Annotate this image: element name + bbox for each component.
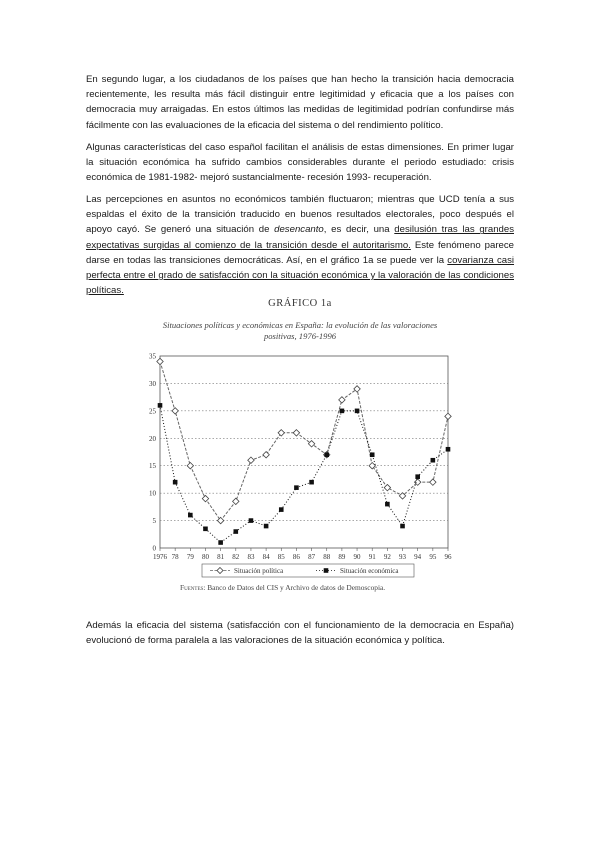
x-tick-label: 83 bbox=[247, 553, 255, 561]
data-point-economica bbox=[355, 409, 360, 414]
legend-label-economica: Situación económica bbox=[340, 567, 399, 575]
data-point-politica bbox=[248, 457, 254, 463]
data-point-economica bbox=[249, 518, 254, 523]
data-point-economica bbox=[294, 485, 299, 490]
source-text: Banco de Datos del CIS y Archivo de datos de Demoscopia. bbox=[205, 583, 386, 592]
data-point-politica bbox=[369, 463, 375, 469]
data-point-politica bbox=[445, 413, 451, 419]
x-tick-label: 82 bbox=[232, 553, 240, 561]
data-point-economica bbox=[309, 480, 314, 485]
data-point-economica bbox=[324, 452, 329, 457]
plot-frame bbox=[160, 356, 448, 548]
underlined-phrase-covarianza: covarianza casi perfecta entre el grado de satisfacción con la situación económica y la valoración de las condiciones políticas. bbox=[86, 254, 515, 297]
data-point-economica bbox=[203, 527, 208, 532]
data-point-politica bbox=[233, 498, 239, 504]
data-point-economica bbox=[173, 480, 178, 485]
series-line-economica bbox=[160, 405, 448, 542]
legend-label-politica: Situación política bbox=[234, 567, 284, 575]
x-tick-label: 92 bbox=[383, 553, 391, 561]
x-tick-label: 89 bbox=[338, 553, 346, 561]
y-tick-label: 15 bbox=[149, 462, 156, 471]
paragraph-3-text-c: Este fenómeno parece darse en todas las transiciones democráticas. Así, en el gráfico 1a se puede ver la bbox=[86, 239, 514, 266]
y-tick-label: 5 bbox=[152, 517, 156, 526]
data-point-economica bbox=[158, 403, 163, 408]
data-point-economica bbox=[370, 452, 375, 457]
x-tick-label: 95 bbox=[429, 553, 437, 561]
data-point-economica bbox=[415, 474, 420, 479]
y-tick-label: 25 bbox=[149, 407, 156, 416]
paragraph-1: En segundo lugar, a los ciudadanos de los países que han hecho la transición hacia democracia recientemente, les resulta más fácil distinguir entre legitimidad y eficacia que a los países con democracia muy arraigadas. En estos últimos las medidas de legitimidad podrían confundirse más fácilmente con las evaluaciones de la eficacia del sistema o del rendimiento político. bbox=[86, 74, 514, 131]
x-tick-label: 87 bbox=[308, 553, 316, 561]
y-tick-label: 10 bbox=[149, 489, 156, 498]
data-point-economica bbox=[188, 513, 193, 518]
data-point-politica bbox=[202, 495, 208, 501]
data-point-economica bbox=[264, 524, 269, 529]
source-label: Fuentes: bbox=[180, 583, 206, 592]
x-tick-label: 96 bbox=[444, 553, 452, 561]
data-point-politica bbox=[384, 484, 390, 490]
x-tick-label: 93 bbox=[399, 553, 407, 561]
data-point-politica bbox=[217, 517, 223, 523]
data-point-economica bbox=[218, 540, 223, 545]
x-tick-label: 90 bbox=[353, 553, 361, 561]
paragraph-4: Además la eficacia del sistema (satisfacción con el funcionamiento de la democracia en España) evolucionó de forma paralela a las valoraciones de la situación económica y política. bbox=[86, 620, 514, 647]
data-point-politica bbox=[172, 408, 178, 414]
data-point-economica bbox=[400, 524, 405, 529]
x-tick-label: 88 bbox=[323, 553, 331, 561]
data-point-politica bbox=[430, 479, 436, 485]
x-tick-label: 80 bbox=[201, 553, 209, 561]
x-tick-label: 1976 bbox=[153, 553, 167, 561]
data-point-economica bbox=[233, 529, 238, 534]
y-tick-label: 35 bbox=[149, 352, 156, 361]
x-tick-label: 85 bbox=[277, 553, 285, 561]
paragraph-2: Algunas características del caso español facilitan el análisis de estas dimensiones. En primer lugar la situación económica ha sufrido cambios considerables durante el periodo estudiado: crisis económica de 1981-1982- mejoró sustancialmente- recesión 1993- recuperación. bbox=[86, 142, 514, 184]
data-point-politica bbox=[263, 452, 269, 458]
data-point-politica bbox=[157, 358, 163, 364]
x-tick-label: 94 bbox=[414, 553, 422, 561]
figure-subtitle-line-2: positivas, 1976-1996 bbox=[263, 331, 337, 341]
x-tick-label: 84 bbox=[262, 553, 270, 561]
line-chart bbox=[140, 296, 460, 582]
data-point-politica bbox=[187, 463, 193, 469]
legend-marker-economica bbox=[324, 568, 329, 573]
x-tick-label: 91 bbox=[368, 553, 376, 561]
paragraph-3 bbox=[86, 192, 514, 298]
y-tick-label: 30 bbox=[149, 379, 156, 388]
x-tick-label: 78 bbox=[171, 553, 179, 561]
data-point-economica bbox=[340, 409, 345, 414]
figure-grafico-1a bbox=[140, 296, 460, 596]
data-point-politica bbox=[339, 397, 345, 403]
figure-source bbox=[180, 583, 385, 592]
figure-title: GRÁFICO 1a bbox=[268, 298, 332, 309]
data-point-economica bbox=[431, 458, 436, 463]
x-tick-label: 86 bbox=[292, 553, 300, 561]
x-tick-label: 79 bbox=[186, 553, 194, 561]
y-tick-label: 20 bbox=[149, 434, 156, 443]
underlined-phrase-desilusion: desilusión tras las grandes expectativas surgidas al comienzo de la transición desde el autoritarismo. bbox=[86, 224, 514, 251]
data-point-politica bbox=[278, 430, 284, 436]
x-tick-label: 81 bbox=[217, 553, 225, 561]
legend-marker-politica bbox=[217, 568, 223, 574]
y-tick-label: 0 bbox=[152, 544, 156, 553]
figure-subtitle-line-1: Situaciones políticas y económicas en España: la evolución de las valoraciones bbox=[162, 320, 438, 330]
data-point-politica bbox=[354, 386, 360, 392]
data-point-economica bbox=[446, 447, 451, 452]
desencanto-term: desencanto bbox=[274, 224, 324, 236]
data-point-politica bbox=[293, 430, 299, 436]
data-point-economica bbox=[279, 507, 284, 512]
data-point-politica bbox=[308, 441, 314, 447]
data-point-economica bbox=[385, 502, 390, 507]
paragraph-3-text-a: Las percepciones en asuntos no económicos también fluctuaron; mientras que UCD tenía a sus espaldas el éxito de la transición traducido en buenos resultados electorales, poco después el apoyo cayó. Se generó una situación de bbox=[86, 194, 514, 236]
paragraph-3-text-b: , es decir, una bbox=[323, 224, 395, 236]
